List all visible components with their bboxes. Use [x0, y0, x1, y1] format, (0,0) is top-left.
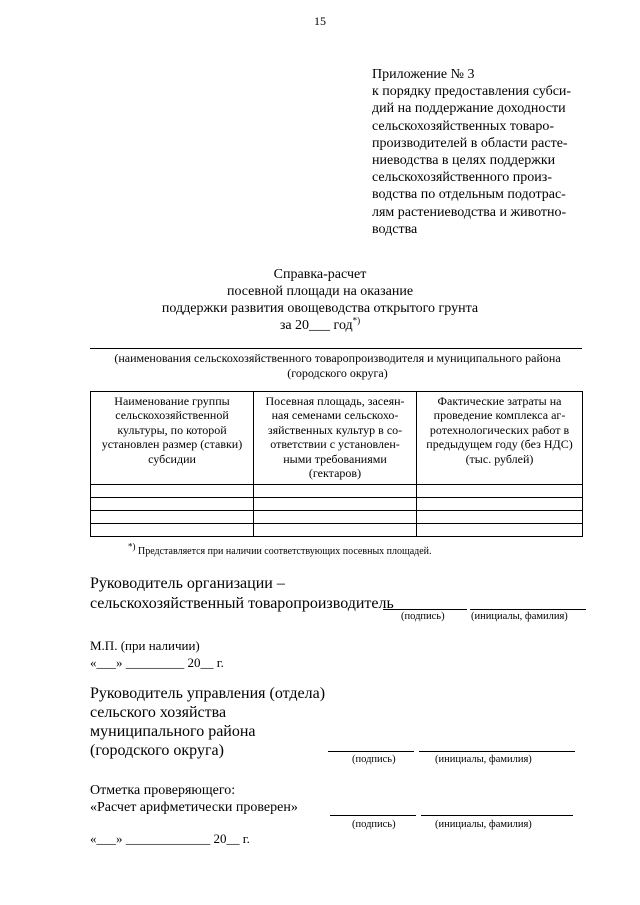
annex-line: дий на поддержание доходности [372, 101, 566, 117]
title-line-year [0, 317, 640, 334]
checker-name-label: (инициалы, фамилия) [435, 819, 532, 830]
title-line: посевной площади на оказание [226, 284, 414, 299]
annex-line: Приложение № 3 [372, 67, 475, 82]
annex-block [372, 66, 571, 238]
table-cell[interactable] [417, 485, 583, 498]
annex-line: сельскохозяйственных товаро- [372, 118, 555, 134]
annex-line: водства [372, 221, 418, 237]
head-dept-name-label: (инициалы, фамилия) [435, 754, 532, 765]
head-dept-line: Руководитель управления (отдела) [90, 685, 326, 702]
stamp-label: М.П. (при наличии) [90, 638, 200, 653]
checker-statement: «Расчет арифметически проверен» [90, 800, 298, 815]
checker-signature-line[interactable] [330, 815, 416, 816]
title-line: Справка-расчет [273, 267, 367, 282]
title-footnote-mark: *) [352, 315, 361, 326]
head-dept-signature-line[interactable] [328, 751, 414, 752]
table-cell[interactable] [91, 485, 254, 498]
table-cell[interactable] [254, 511, 417, 524]
table-cell[interactable] [254, 485, 417, 498]
table-cell[interactable] [417, 511, 583, 524]
title-year-text: за 20___ год [279, 318, 353, 333]
org-name-caption: (наименования сельскохозяйственного товаропроизводителя и муниципального района (городского округа) [114, 351, 561, 380]
stamp-date: «___» _________ 20__ г. [90, 655, 224, 670]
table-row [91, 498, 583, 511]
table-header-actual-costs: Фактические затраты на проведение комплекса аг-ротехнологических работ в предыдущем году (без НДС) (тыс. рублей) [417, 392, 583, 485]
table-cell[interactable] [417, 498, 583, 511]
annex-line: производителей в области расте- [372, 135, 568, 151]
head-org-signature-label: (подпись) [401, 611, 445, 622]
table-row [91, 485, 583, 498]
table-header-crop-group: Наименование группы сельскохозяйственной культуры, по которой установлен размер (ставки) субсидии [91, 392, 254, 485]
head-org-line2: сельскохозяйственный товаропроизводитель [90, 595, 394, 612]
annex-line: лям растениеводства и животно- [372, 204, 567, 220]
title-line: поддержки развития овощеводства открытого грунта [161, 301, 479, 316]
table-header-row [91, 392, 583, 485]
head-dept-line: муниципального района [90, 723, 256, 740]
head-dept-line: сельского хозяйства [90, 704, 227, 721]
document-title [0, 266, 640, 334]
head-org-line1: Руководитель организации – [90, 575, 285, 592]
head-dept-line: (городского округа) [90, 742, 224, 759]
annex-line: к порядку предоставления субси- [372, 84, 572, 100]
head-dept-signature-label: (подпись) [352, 754, 396, 765]
head-org-name-line[interactable] [470, 609, 586, 610]
table-cell[interactable] [91, 498, 254, 511]
table-cell[interactable] [254, 524, 417, 537]
table-cell[interactable] [254, 498, 417, 511]
checker-label: Отметка проверяющего: [90, 783, 236, 798]
table-footnote [128, 541, 432, 557]
head-org-name-label: (инициалы, фамилия) [471, 611, 568, 622]
footnote-mark: *) [128, 541, 136, 552]
annex-line: сельскохозяйственного произ- [372, 170, 552, 186]
table-cell[interactable] [91, 524, 254, 537]
org-name-line [90, 348, 582, 349]
checker-date: «___» _____________ 20__ г. [90, 831, 250, 846]
page-number: 15 [314, 14, 326, 28]
head-dept-name-line[interactable] [419, 751, 575, 752]
table-row [91, 524, 583, 537]
head-org-signature-line[interactable] [383, 609, 467, 610]
annex-line: ниеводства в целях поддержки [372, 153, 556, 169]
checker-signature-label: (подпись) [352, 819, 396, 830]
footnote-text: Представляется при наличии соответствующих посевных площадей. [135, 546, 432, 557]
table-row [91, 511, 583, 524]
table-header-sown-area: Посевная площадь, засеян-ная семенами сельскохо-зяйственных культур в со-ответствии с установлен-ными требованиями (гектаров) [254, 392, 417, 485]
checker-name-line[interactable] [421, 815, 573, 816]
calculation-table [90, 391, 583, 537]
annex-line: водства по отдельным подотрас- [372, 187, 566, 203]
table-cell[interactable] [417, 524, 583, 537]
table-cell[interactable] [91, 511, 254, 524]
